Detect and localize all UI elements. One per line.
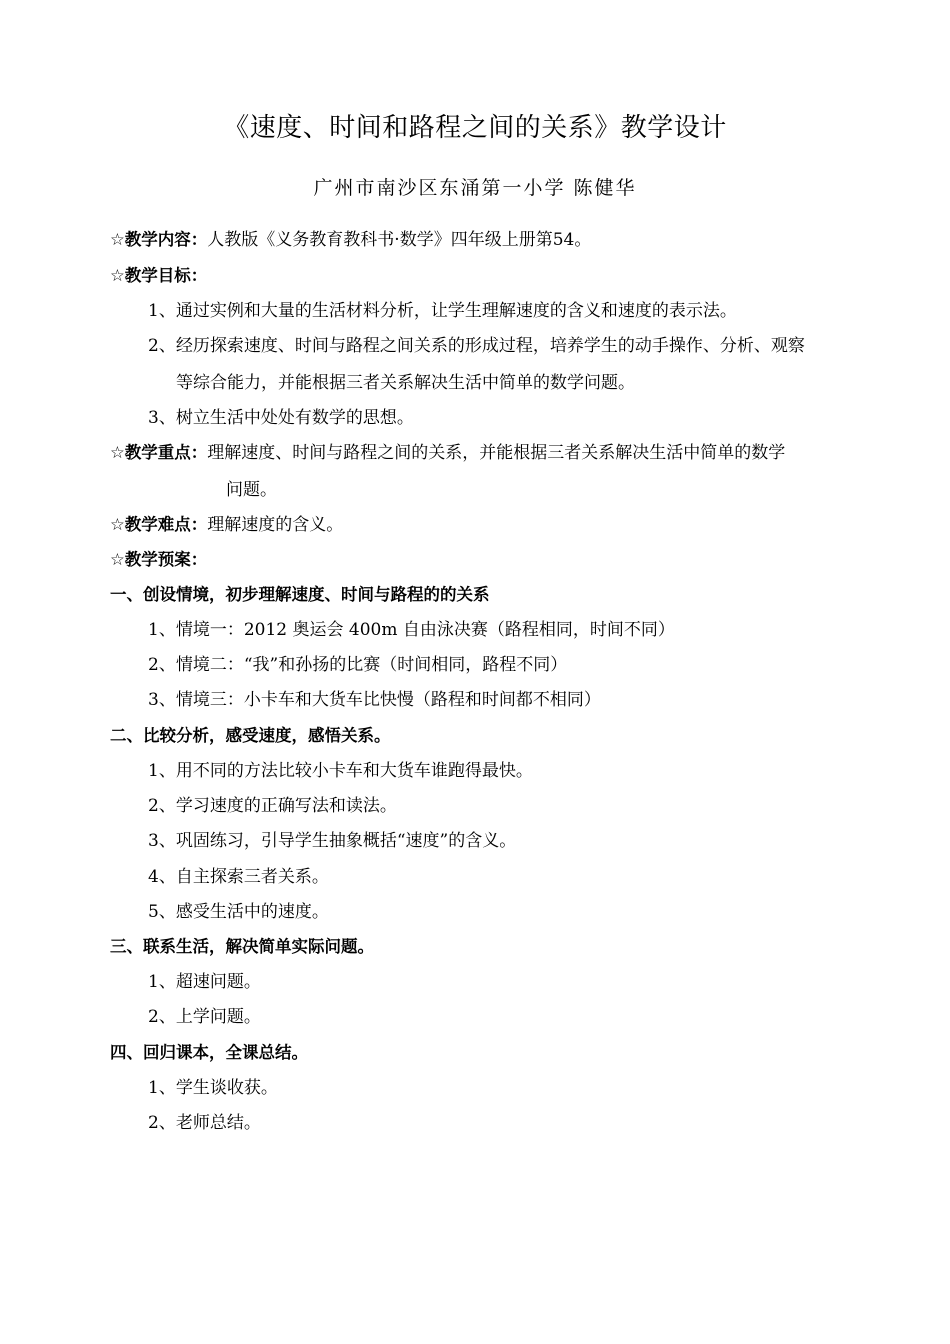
section-item: 1、用不同的方法比较小卡车和大货车谁跑得最快。 [148,761,533,781]
section-item: 1、学生谈收获。 [148,1078,278,1098]
content-label: ☆教学内容： [110,230,208,249]
difficulty-label: ☆教学难点： [110,515,208,534]
section-item: 2、老师总结。 [148,1113,261,1133]
section-heading: 三、联系生活，解决简单实际问题。 [110,937,374,956]
goal-item: 1、通过实例和大量的生活材料分析，让学生理解速度的含义和速度的表示法。 [148,301,737,321]
section-heading: 四、回归课本，全课总结。 [110,1043,308,1062]
section-item: 2、上学问题。 [148,1007,261,1027]
document-author: 广州市南沙区东涌第一小学 陈健华 [313,177,637,199]
goals-label: ☆教学目标： [110,266,208,285]
difficulty-text: 理解速度的含义。 [207,515,344,535]
section-item: 5、感受生活中的速度。 [148,902,329,922]
plan-label-line [110,547,207,573]
plan-label: ☆教学预案： [110,550,208,569]
difficulty-line [110,512,343,538]
section-item: 4、自主探索三者关系。 [148,867,329,887]
section-item: 3、情境三：小卡车和大货车比快慢（路程和时间都不相同） [148,690,601,710]
goal-item: 3、树立生活中处处有数学的思想。 [148,408,414,428]
section-item: 1、情境一：2012 奥运会 400m 自由泳决赛（路程相同，时间不同） [148,620,675,640]
section-item: 2、情境二：“我”和孙扬的比赛（时间相同，路程不同） [148,655,568,675]
goals-label-line [110,263,207,289]
section-heading: 二、比较分析，感受速度，感悟关系。 [110,726,391,745]
content-text: 人教版《义务教育教科书·数学》四年级上册第54。 [207,230,592,250]
document-title: 《速度、时间和路程之间的关系》教学设计 [223,113,727,143]
section-heading: 一、创设情境，初步理解速度、时间与路程的的关系 [110,585,490,604]
section-item: 2、学习速度的正确写法和读法。 [148,796,397,816]
key-point-label: ☆教学重点： [110,443,208,462]
goal-item: 2、经历探索速度、时间与路程之间关系的形成过程，培养学生的动手操作、分析、观察 [148,336,805,356]
goal-item-continued: 等综合能力，并能根据三者关系解决生活中简单的数学问题。 [176,373,635,393]
key-point-text: 理解速度、时间与路程之间的关系，并能根据三者关系解决生活中简单的数学 [207,443,786,463]
section-item: 1、超速问题。 [148,972,261,992]
key-point-line [110,440,785,466]
content-line [110,227,591,253]
section-item: 3、巩固练习，引导学生抽象概括“速度”的含义。 [148,831,517,851]
key-point-continued: 问题。 [226,480,277,500]
